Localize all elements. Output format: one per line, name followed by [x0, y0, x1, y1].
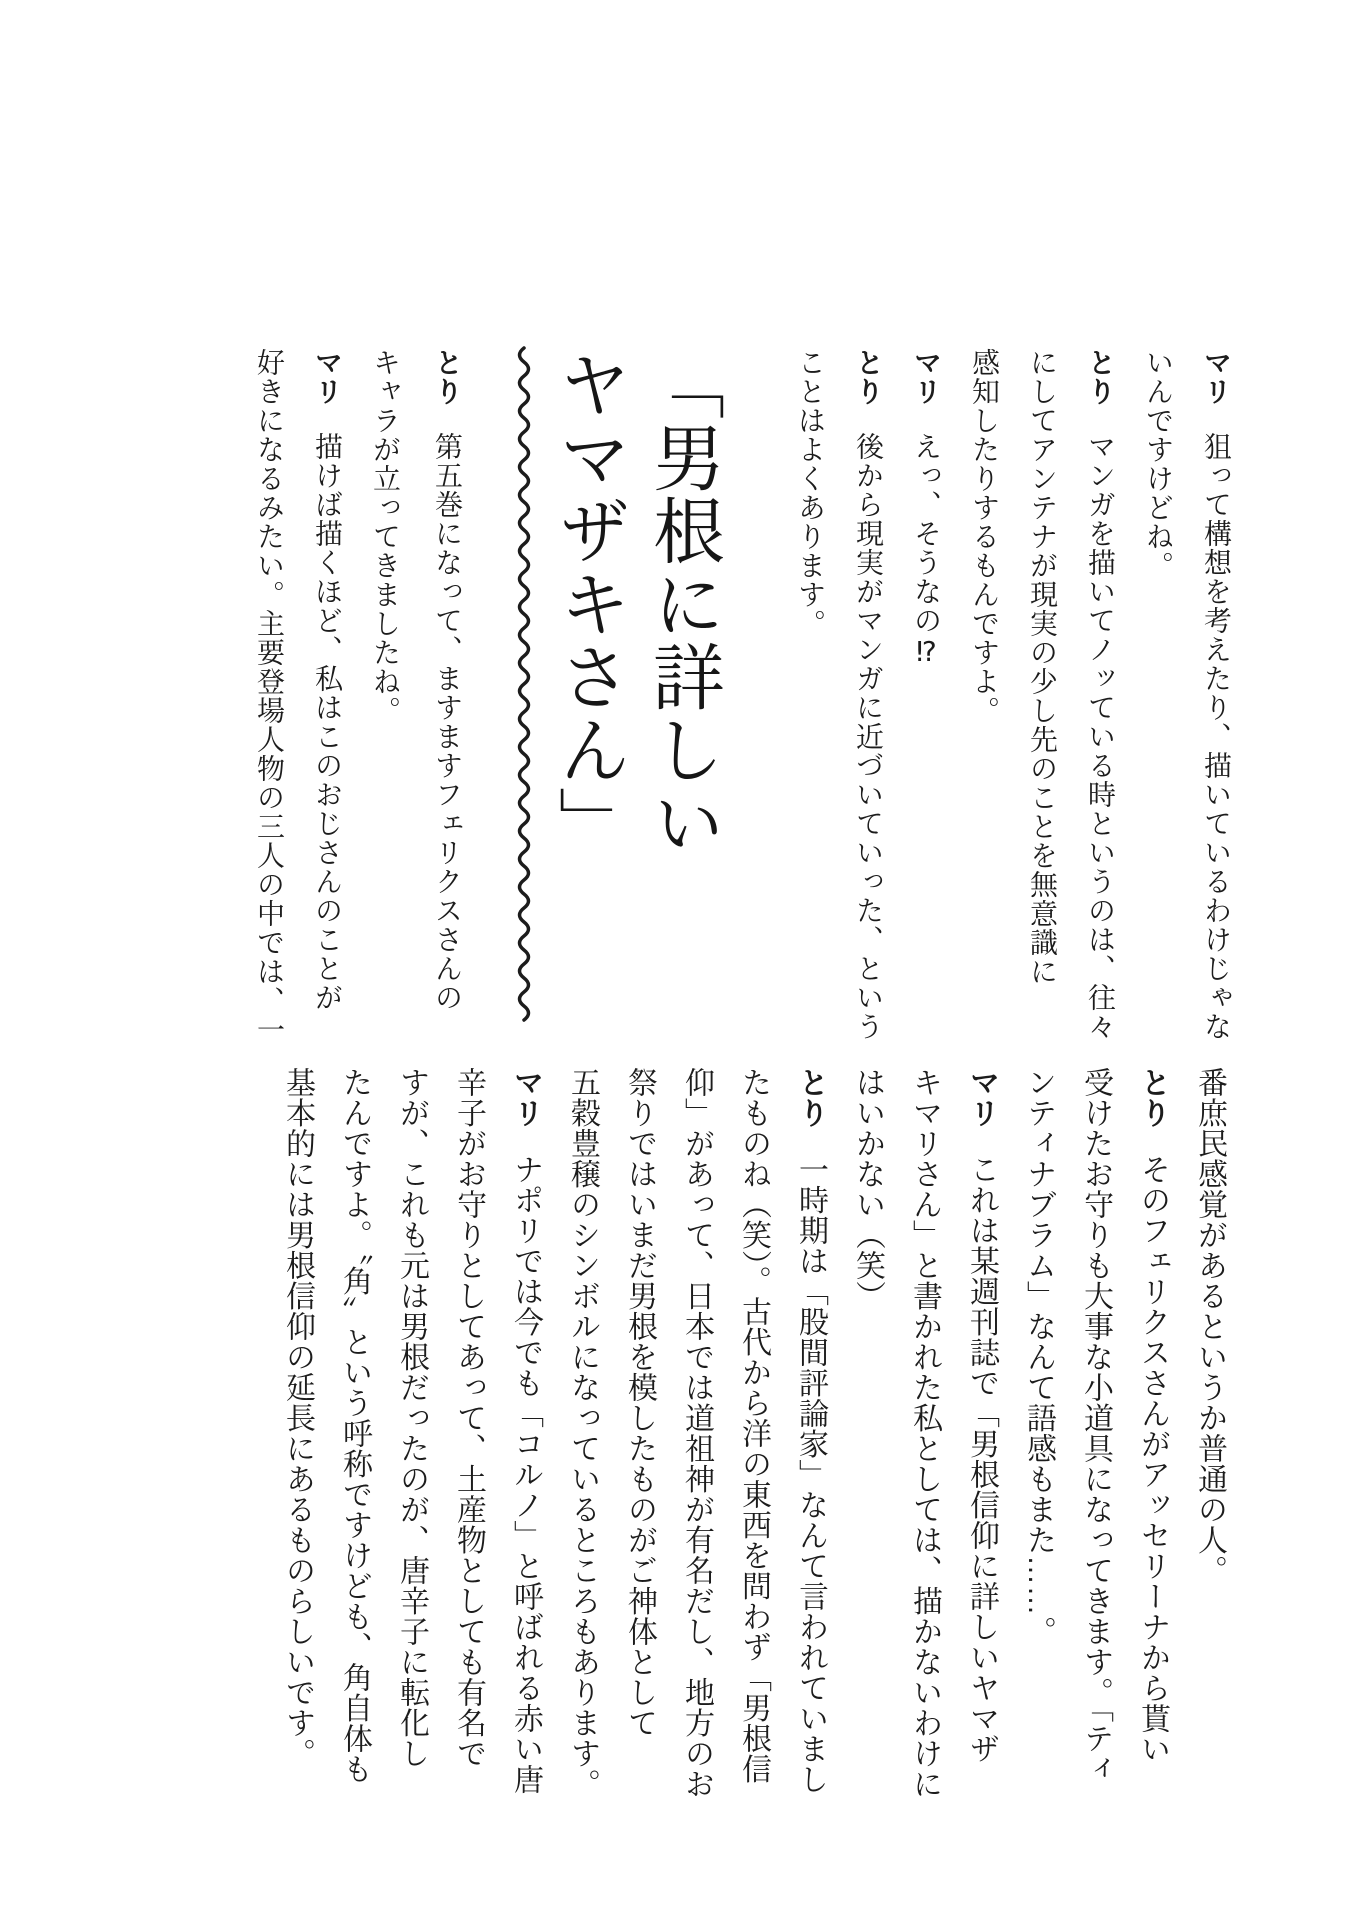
- dialogue-text: 五穀豊穣のシンボルになっているところもあります。: [566, 1067, 599, 1799]
- bottom-column-8: [795, 1067, 825, 1795]
- bottom-column-10: [681, 1067, 711, 1799]
- speaker-label-tori: とり: [1136, 1067, 1169, 1128]
- dialogue-text: すが、これも元は男根だったのが、唐辛子に転化し: [395, 1067, 428, 1769]
- dialogue-text: これは某週刊誌で「男根信仰に詳しいヤマザ: [965, 1154, 998, 1764]
- dialogue-text: 基本的には男根信仰の延長にあるものらしいです。: [281, 1067, 314, 1769]
- dialogue-text: 祭りではいまだ男根を模したものがご神体として: [623, 1067, 656, 1738]
- bottom-column-3: [1080, 1067, 1110, 1784]
- dialogue-text: ナポリでは今でも「コルノ」と呼ばれる赤い唐: [509, 1154, 542, 1795]
- dialogue-text: マンガを描いてノッている時というのは、往々: [1085, 432, 1116, 1041]
- dialogue-text: 受けたお守りも大事な小道具になってきます。「ティ: [1079, 1067, 1112, 1784]
- speaker-label-tori: とり: [1085, 348, 1116, 406]
- top-column-1: [1202, 348, 1230, 1041]
- top-column-2: [1144, 348, 1172, 580]
- speaker-label-tori: とり: [853, 348, 884, 406]
- bottom-column-12: [567, 1067, 597, 1799]
- dialogue-text: ンティナブラム」なんて語感もまた……。: [1022, 1067, 1055, 1647]
- bottom-column-1: [1194, 1067, 1224, 1586]
- dialogue-text: にしてアンテナが現実の少し先のことを無意識に: [1027, 348, 1058, 986]
- top-column-11: [313, 348, 341, 1012]
- bottom-column-13: [510, 1067, 540, 1795]
- top-column-7: [854, 348, 882, 1041]
- headline-line-1: 「男根に詳しい: [642, 348, 722, 859]
- dialogue-text: 番庶民感覚があるというか普通の人。: [1193, 1067, 1226, 1586]
- dialogue-text: 仰」があって、日本では道祖神が有名だし、地方のお: [680, 1067, 713, 1799]
- dialogue-text: はいかない（笑）: [851, 1067, 884, 1311]
- speaker-label-tori: とり: [432, 348, 463, 406]
- top-column-12: [255, 348, 283, 1044]
- bottom-column-14: [453, 1067, 483, 1769]
- top-column-3: [1086, 348, 1114, 1041]
- dialogue-text: そのフェリクスさんがアッセリーナから貰い: [1136, 1154, 1169, 1764]
- dialogue-text: 第五巻になって、ますますフェリクスさんの: [432, 432, 463, 1012]
- speaker-label-mari: マリ: [509, 1067, 542, 1128]
- bottom-column-11: [624, 1067, 654, 1738]
- bottom-column-2: [1137, 1067, 1167, 1764]
- speaker-label-mari: マリ: [312, 348, 343, 406]
- dialogue-text: 感知したりするもんですよ。: [969, 348, 1000, 725]
- dialogue-text: ことはよくあります。: [795, 348, 826, 638]
- bottom-column-4: [1023, 1067, 1053, 1647]
- bottom-column-17: [282, 1067, 312, 1769]
- headline-line-2: ヤマザキさん」: [548, 348, 628, 859]
- bottom-column-15: [396, 1067, 426, 1769]
- speaker-label-mari: マリ: [911, 348, 942, 406]
- top-column-8: [796, 348, 824, 638]
- bottom-column-5: [966, 1067, 996, 1764]
- dialogue-text: えっ、そうなの⁉: [911, 432, 942, 669]
- speaker-label-tori: とり: [794, 1067, 827, 1128]
- dialogue-text: キャラが立ってきましたね。: [370, 348, 401, 725]
- speaker-label-mari: マリ: [1201, 348, 1232, 406]
- dialogue-text: 描けば描くほど、私はこのおじさんのことが: [312, 432, 343, 1012]
- top-column-10: [371, 348, 399, 725]
- dialogue-text: 好きになるみたい。主要登場人物の三人の中では、一: [254, 348, 285, 1044]
- dialogue-text: いんですけどね。: [1143, 348, 1174, 580]
- dialogue-text: 辛子がお守りとしてあって、土産物としても有名で: [452, 1067, 485, 1769]
- dialogue-text: たんですよ。〝角〟という呼称ですけども、角自体も: [338, 1067, 371, 1784]
- top-column-6: [912, 348, 940, 669]
- bottom-column-6: [909, 1067, 939, 1799]
- dialogue-text: 狙って構想を考えたり、描いているわけじゃな: [1201, 432, 1232, 1041]
- top-column-9: [433, 348, 461, 1012]
- bottom-column-9: [738, 1067, 768, 1784]
- dialogue-text: 一時期は「股間評論家」なんて言われていまし: [794, 1154, 827, 1795]
- dialogue-text: キマリさん」と書かれた私としては、描かないわけに: [908, 1067, 941, 1799]
- dialogue-text: たものね（笑）。古代から洋の東西を問わず「男根信: [737, 1067, 770, 1784]
- speaker-label-mari: マリ: [965, 1067, 998, 1128]
- bottom-column-16: [339, 1067, 369, 1784]
- dialogue-text: 後から現実がマンガに近づいていった、という: [853, 432, 884, 1041]
- top-column-5: [970, 348, 998, 725]
- bottom-column-7: [852, 1067, 882, 1311]
- top-column-4: [1028, 348, 1056, 986]
- wavy-divider-line: [512, 346, 536, 1026]
